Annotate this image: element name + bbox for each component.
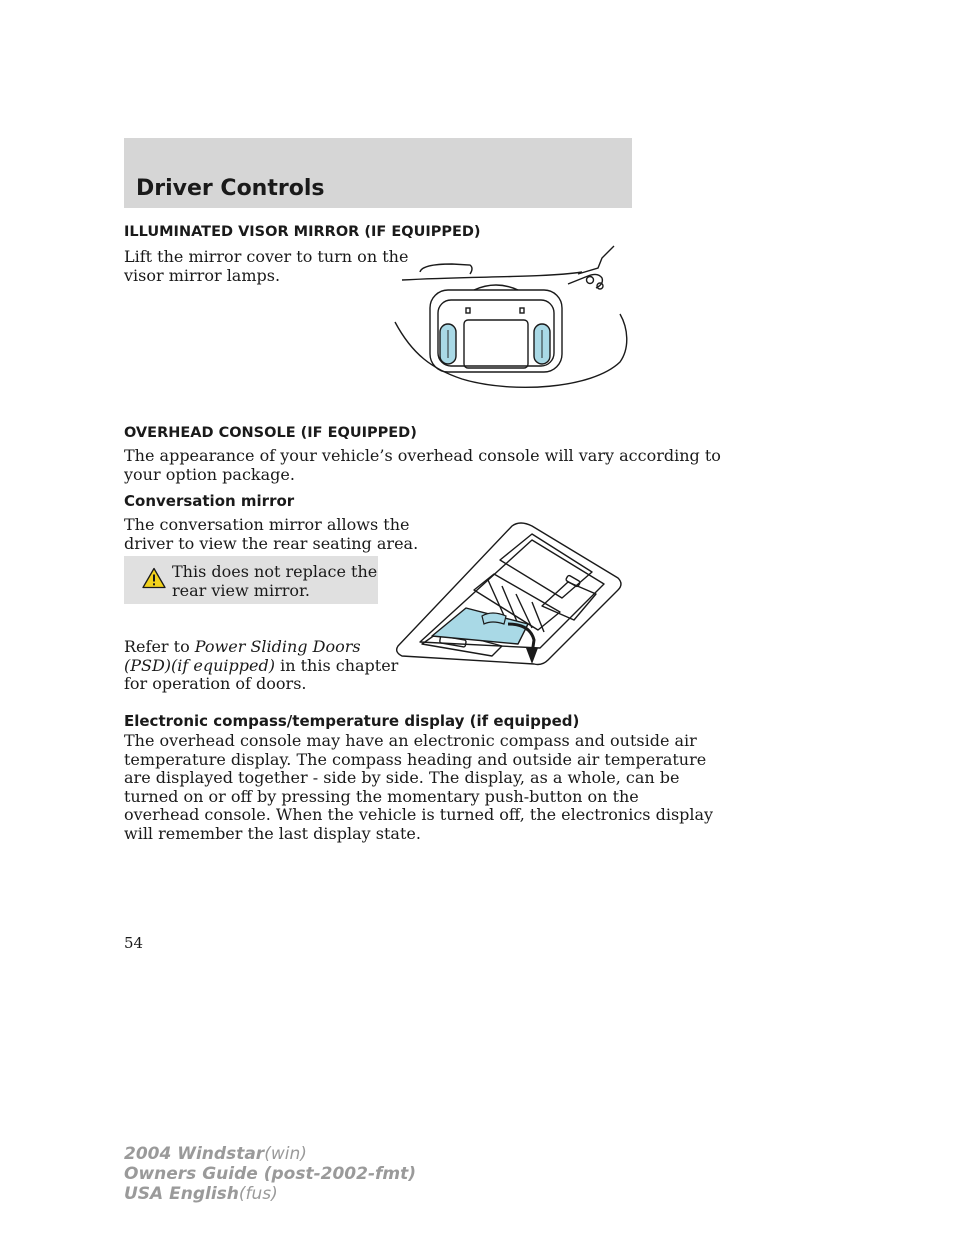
compass-text-5: overhead console. When the vehicle is turned off, the electronics display	[124, 805, 714, 824]
overhead-console-text-1: The appearance of your vehicle’s overhead console will vary according to	[124, 446, 721, 465]
overhead-console-illustration	[392, 520, 632, 670]
footer-language-code: (fus)	[238, 1184, 278, 1204]
visor-mirror-heading: ILLUMINATED VISOR MIRROR (IF EQUIPPED)	[124, 224, 481, 240]
warning-box	[124, 556, 378, 604]
visor-mirror-illustration	[392, 244, 636, 400]
refer-suffix: in this chapter	[280, 655, 399, 675]
visor-mirror-text-2: visor mirror lamps.	[124, 265, 281, 285]
footer-model: 2004 Windstar	[124, 1144, 265, 1164]
overhead-console-heading: OVERHEAD CONSOLE (IF EQUIPPED)	[124, 425, 417, 441]
footer-language: USA English	[124, 1184, 239, 1204]
conversation-mirror-text-1: The conversation mirror allows the	[124, 515, 410, 534]
refer-line-2	[124, 657, 398, 676]
section-title: Driver Controls	[136, 176, 325, 201]
compass-text-4: turned on or off by pressing the momentary push-button on the	[124, 786, 639, 806]
document-footer	[124, 1144, 416, 1204]
compass-text-3: are displayed together - side by side. The display, as a whole, can be	[124, 768, 680, 787]
refer-line-1	[124, 638, 361, 657]
warning-text-2: rear view mirror.	[172, 580, 310, 600]
footer-model-code: (win)	[264, 1144, 307, 1164]
warning-text-1: This does not replace the	[172, 562, 378, 581]
compass-heading: Electronic compass/temperature display (if equipped)	[124, 712, 580, 730]
refer-prefix: Refer to	[124, 637, 190, 656]
footer-guide: Owners Guide (post-2002-fmt)	[124, 1164, 417, 1184]
warning-triangle-icon	[142, 567, 166, 589]
footer-line-1	[124, 1144, 416, 1164]
conversation-mirror-text-2: driver to view the rear seating area.	[124, 533, 419, 553]
page-number: 54	[124, 934, 144, 952]
compass-text-1: The overhead console may have an electronic compass and outside air	[124, 731, 697, 750]
footer-line-2	[124, 1164, 416, 1184]
overhead-console-text-2: your option package.	[124, 464, 295, 484]
compass-text-6: will remember the last display state.	[124, 823, 421, 843]
conversation-mirror-heading: Conversation mirror	[124, 492, 295, 510]
compass-text-2: temperature display. The compass heading and outside air temperature	[124, 749, 707, 769]
power-sliding-doors-reference: Power Sliding Doors	[194, 637, 361, 656]
visor-mirror-text-1: Lift the mirror cover to turn on the	[124, 247, 409, 266]
psd-reference: (PSD)(if equipped)	[124, 655, 275, 675]
refer-line-3: for operation of doors.	[124, 674, 307, 693]
footer-line-3	[124, 1184, 416, 1204]
